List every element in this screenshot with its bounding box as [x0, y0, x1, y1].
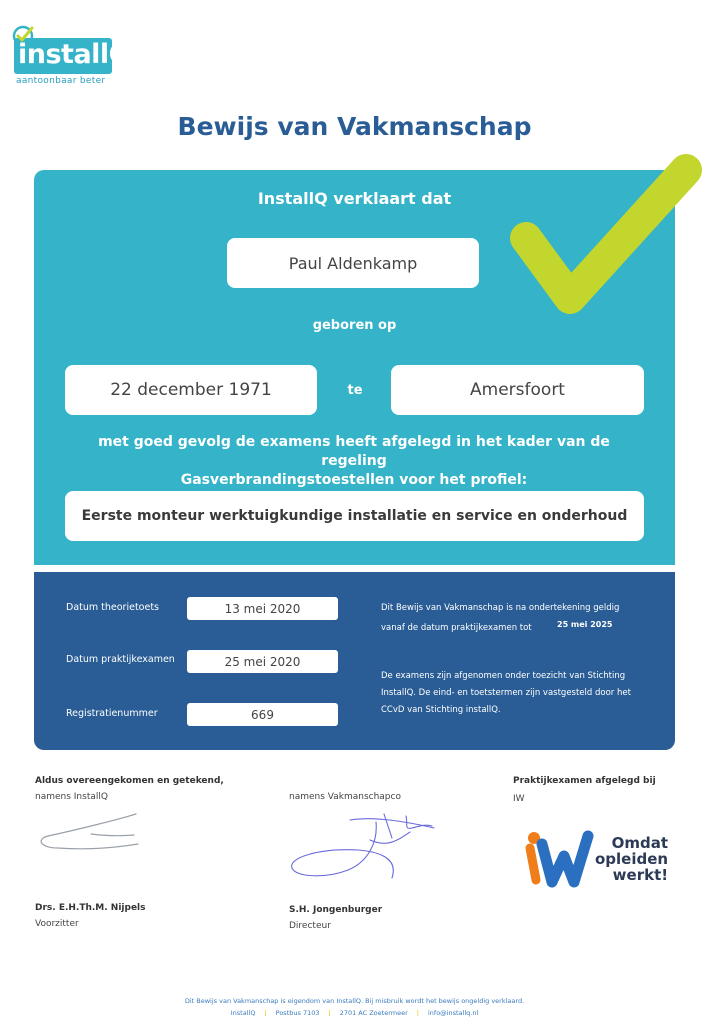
statement-text: [64, 433, 644, 490]
validity-text: [381, 598, 661, 638]
birth-date-field: 22 december 1971: [65, 365, 317, 415]
signer2-role: Directeur: [289, 921, 331, 931]
agreed-label: Aldus overeengekomen en getekend,: [35, 776, 224, 786]
valid-until-date: 25 mei 2025: [557, 620, 613, 629]
signer1-name: Drs. E.H.Th.M. Nijpels: [35, 903, 146, 913]
footer-notice: Dit Bewijs van Vakmanschap is eigendom van InstallQ. Bij misbruik wordt het bewijs ongeldig verklaard.: [184, 997, 525, 1005]
supervision-text: [381, 668, 661, 719]
signature-jongenburger: [288, 812, 438, 887]
footer-contact: [0, 1009, 709, 1017]
practical-date-label: Datum praktijkexamen: [66, 654, 175, 665]
behalf-installq-label: namens InstallQ: [35, 792, 108, 802]
supervision-line-2: InstallQ. De eind- en toetstermen zijn vastgesteld door het: [381, 688, 631, 698]
footer-separator: |: [264, 1009, 267, 1017]
registration-number-field: 669: [187, 703, 338, 726]
checkmark-icon: [494, 138, 709, 338]
practical-date-field: 25 mei 2020: [187, 650, 338, 673]
signature-nijpels: [36, 808, 146, 858]
footer-separator: |: [328, 1009, 331, 1017]
logo-tagline: aantoonbaar beter: [16, 76, 106, 86]
validity-line-1: Dit Bewijs van Vakmanschap is na ondertekening geldig: [381, 603, 620, 613]
exam-location-label: Praktijkexamen afgelegd bij: [513, 776, 656, 786]
registration-label: Registratienummer: [66, 708, 158, 719]
signer1-role: Voorzitter: [35, 919, 79, 929]
footer-email-link[interactable]: info@installq.nl: [427, 1009, 479, 1017]
exam-location-value: IW: [513, 794, 525, 804]
statement-line-1: met goed gevolg de examens heeft afgelegd in het kader van de regeling: [98, 434, 610, 469]
holder-name-field: Paul Aldenkamp: [227, 238, 479, 288]
footer-company: InstallQ: [230, 1009, 256, 1017]
iw-slogan-line-2: opleiden: [595, 850, 669, 868]
signer2-name: S.H. Jongenburger: [289, 905, 383, 915]
place-connector: te: [347, 383, 363, 398]
theory-date-label: Datum theorietoets: [66, 602, 160, 613]
iw-slogan: [595, 835, 668, 883]
iw-slogan-line-1: Omdat: [611, 834, 669, 852]
iw-slogan-line-3: werkt!: [612, 866, 669, 884]
footer-postbus: Postbus 7103: [275, 1009, 320, 1017]
supervision-line-3: CCvD van Stichting installQ.: [381, 705, 501, 715]
born-label: geboren op: [312, 318, 397, 333]
installq-logo: [12, 26, 132, 88]
profile-field: Eerste monteur werktuigkundige installatie en service en onderhoud: [65, 491, 644, 541]
footer-city: 2701 AC Zoetermeer: [339, 1009, 408, 1017]
page-title: Bewijs van Vakmanschap: [177, 112, 532, 141]
certificate-intro: InstallQ verklaart dat: [257, 189, 452, 208]
logo-wordmark: installQ: [18, 39, 132, 70]
birth-place-field: Amersfoort: [391, 365, 644, 415]
theory-date-field: 13 mei 2020: [187, 597, 338, 620]
validity-line-2: vanaf de datum praktijkexamen tot: [381, 623, 532, 633]
statement-line-2: Gasverbrandingstoestellen voor het profiel:: [180, 472, 528, 488]
supervision-line-1: De examens zijn afgenomen onder toezicht van Stichting: [381, 671, 626, 681]
behalf-vakmanschapco-label: namens Vakmanschapco: [289, 792, 401, 802]
footer-separator: |: [416, 1009, 419, 1017]
